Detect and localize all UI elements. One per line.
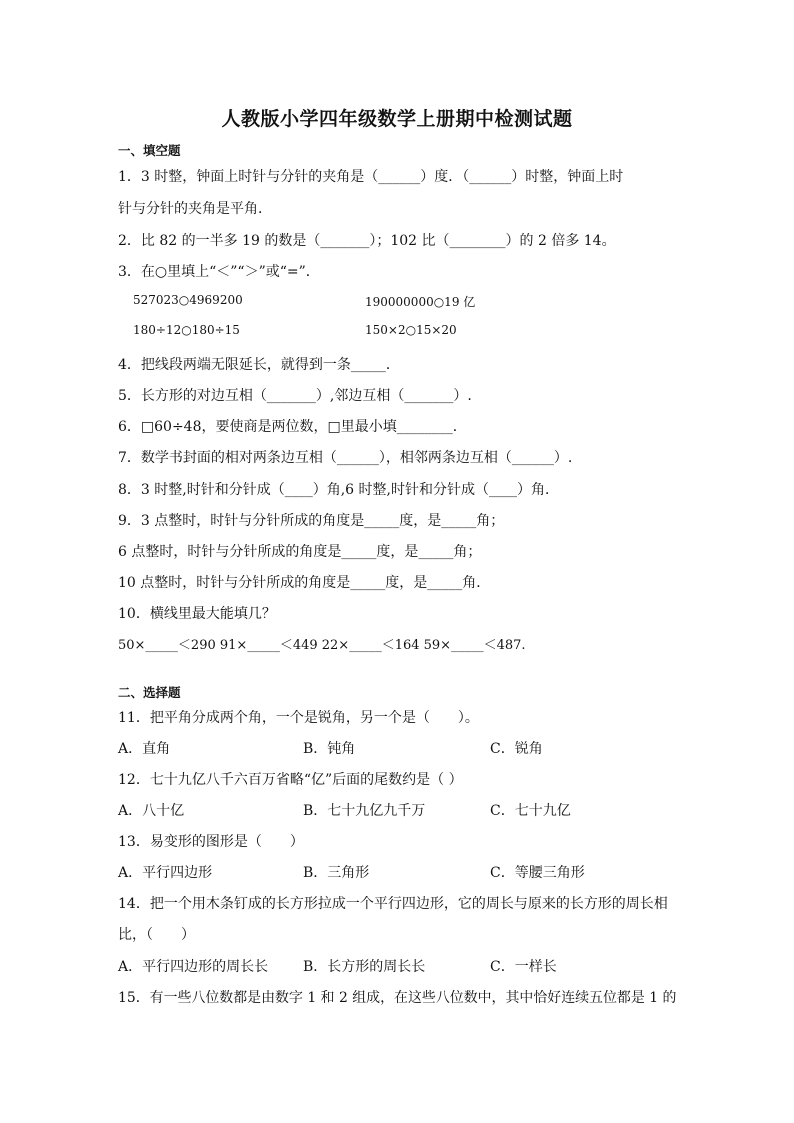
- question-14-line-1: 14．把一个用木条钉成的长方形拉成一个平行四边形，它的周长与原来的长方形的周长相: [118, 896, 668, 912]
- question-10: 10．横线里最大能填几？: [118, 606, 276, 622]
- question-3: 3．在○里填上“＜”“＞”或“=”．: [118, 264, 320, 280]
- page-title: 人教版小学四年级数学上册期中检测试题: [221, 108, 573, 130]
- question-9-line-3: 10 点整时，时针与分针所成的角度是_____度，是_____角．: [118, 575, 491, 591]
- question-4: 4．把线段两端无限延长，就得到一条_____．: [118, 357, 400, 373]
- question-14-line-2: 比，（ ）: [118, 927, 195, 943]
- question-11-option-b: B．钝角: [303, 741, 356, 757]
- compare-item-3: 180÷12○180÷15: [133, 323, 240, 337]
- section-heading-fill-in: 一、填空题: [118, 143, 181, 158]
- compare-item-4: 150×2○15×20: [365, 323, 457, 337]
- question-7: 7．数学书封面的相对两条边互相（______），相邻两条边互相（______）.: [118, 450, 573, 466]
- question-11: 11．把平角分成两个角，一个是锐角，另一个是（ ）。: [118, 710, 479, 726]
- question-9-line-1: 9．3 点整时，时针与分针所成的角度是_____度，是_____角；: [118, 513, 505, 529]
- question-13: 13．易变形的图形是（ ）: [118, 834, 304, 850]
- question-1-line-1: 1．3 时整，钟面上时针与分针的夹角是（______）度．（______）时整，钟面上时: [118, 169, 624, 185]
- question-13-option-c: C．等腰三角形: [490, 865, 585, 881]
- question-11-option-a: A．直角: [118, 741, 171, 757]
- question-12-option-a: A．八十亿: [118, 803, 185, 819]
- question-9-line-2: 6 点整时，时针与分针所成的角度是_____度，是_____角；: [118, 544, 482, 560]
- question-12-option-b: B．七十九亿九千万: [303, 803, 426, 819]
- question-6: 6．□60÷48，要使商是两位数，□里最小填________．: [118, 419, 467, 435]
- question-14-option-a: A．平行四边形的周长长: [118, 959, 269, 975]
- question-15: 15．有一些八位数都是由数字 1 和 2 组成，在这些八位数中，其中恰好连续五位都是 1 的: [118, 990, 677, 1006]
- question-13-option-a: A．平行四边形: [118, 865, 213, 881]
- question-14-option-b: B．长方形的周长长: [303, 959, 426, 975]
- question-12: 12．七十九亿八千六百万省略“亿”后面的尾数约是（ ）: [118, 772, 463, 788]
- question-1-line-2: 针与分针的夹角是平角．: [118, 201, 272, 217]
- compare-item-2: 190000000○19 亿: [365, 295, 476, 309]
- question-12-option-c: C．七十九亿: [490, 803, 571, 819]
- question-11-option-c: C．锐角: [490, 741, 543, 757]
- question-5: 5．长方形的对边互相（_______）,邻边互相（_______）.: [118, 388, 472, 404]
- question-8: 8．3 时整,时针和分针成（____）角,6 时整,时针和分针成（____）角．: [118, 482, 559, 498]
- section-heading-multiple-choice: 二、选择题: [118, 685, 181, 700]
- question-2: 2．比 82 的一半多 19 的数是（_______）；102 比（________）的 2 倍多 14。: [118, 233, 616, 249]
- question-13-option-b: B．三角形: [303, 865, 370, 881]
- compare-item-1: 527023○4969200: [133, 293, 243, 307]
- question-14-option-c: C．一样长: [490, 959, 557, 975]
- question-10-blanks: 50×_____＜290 91×_____＜449 22×_____＜164 59×_____＜487.: [118, 638, 526, 653]
